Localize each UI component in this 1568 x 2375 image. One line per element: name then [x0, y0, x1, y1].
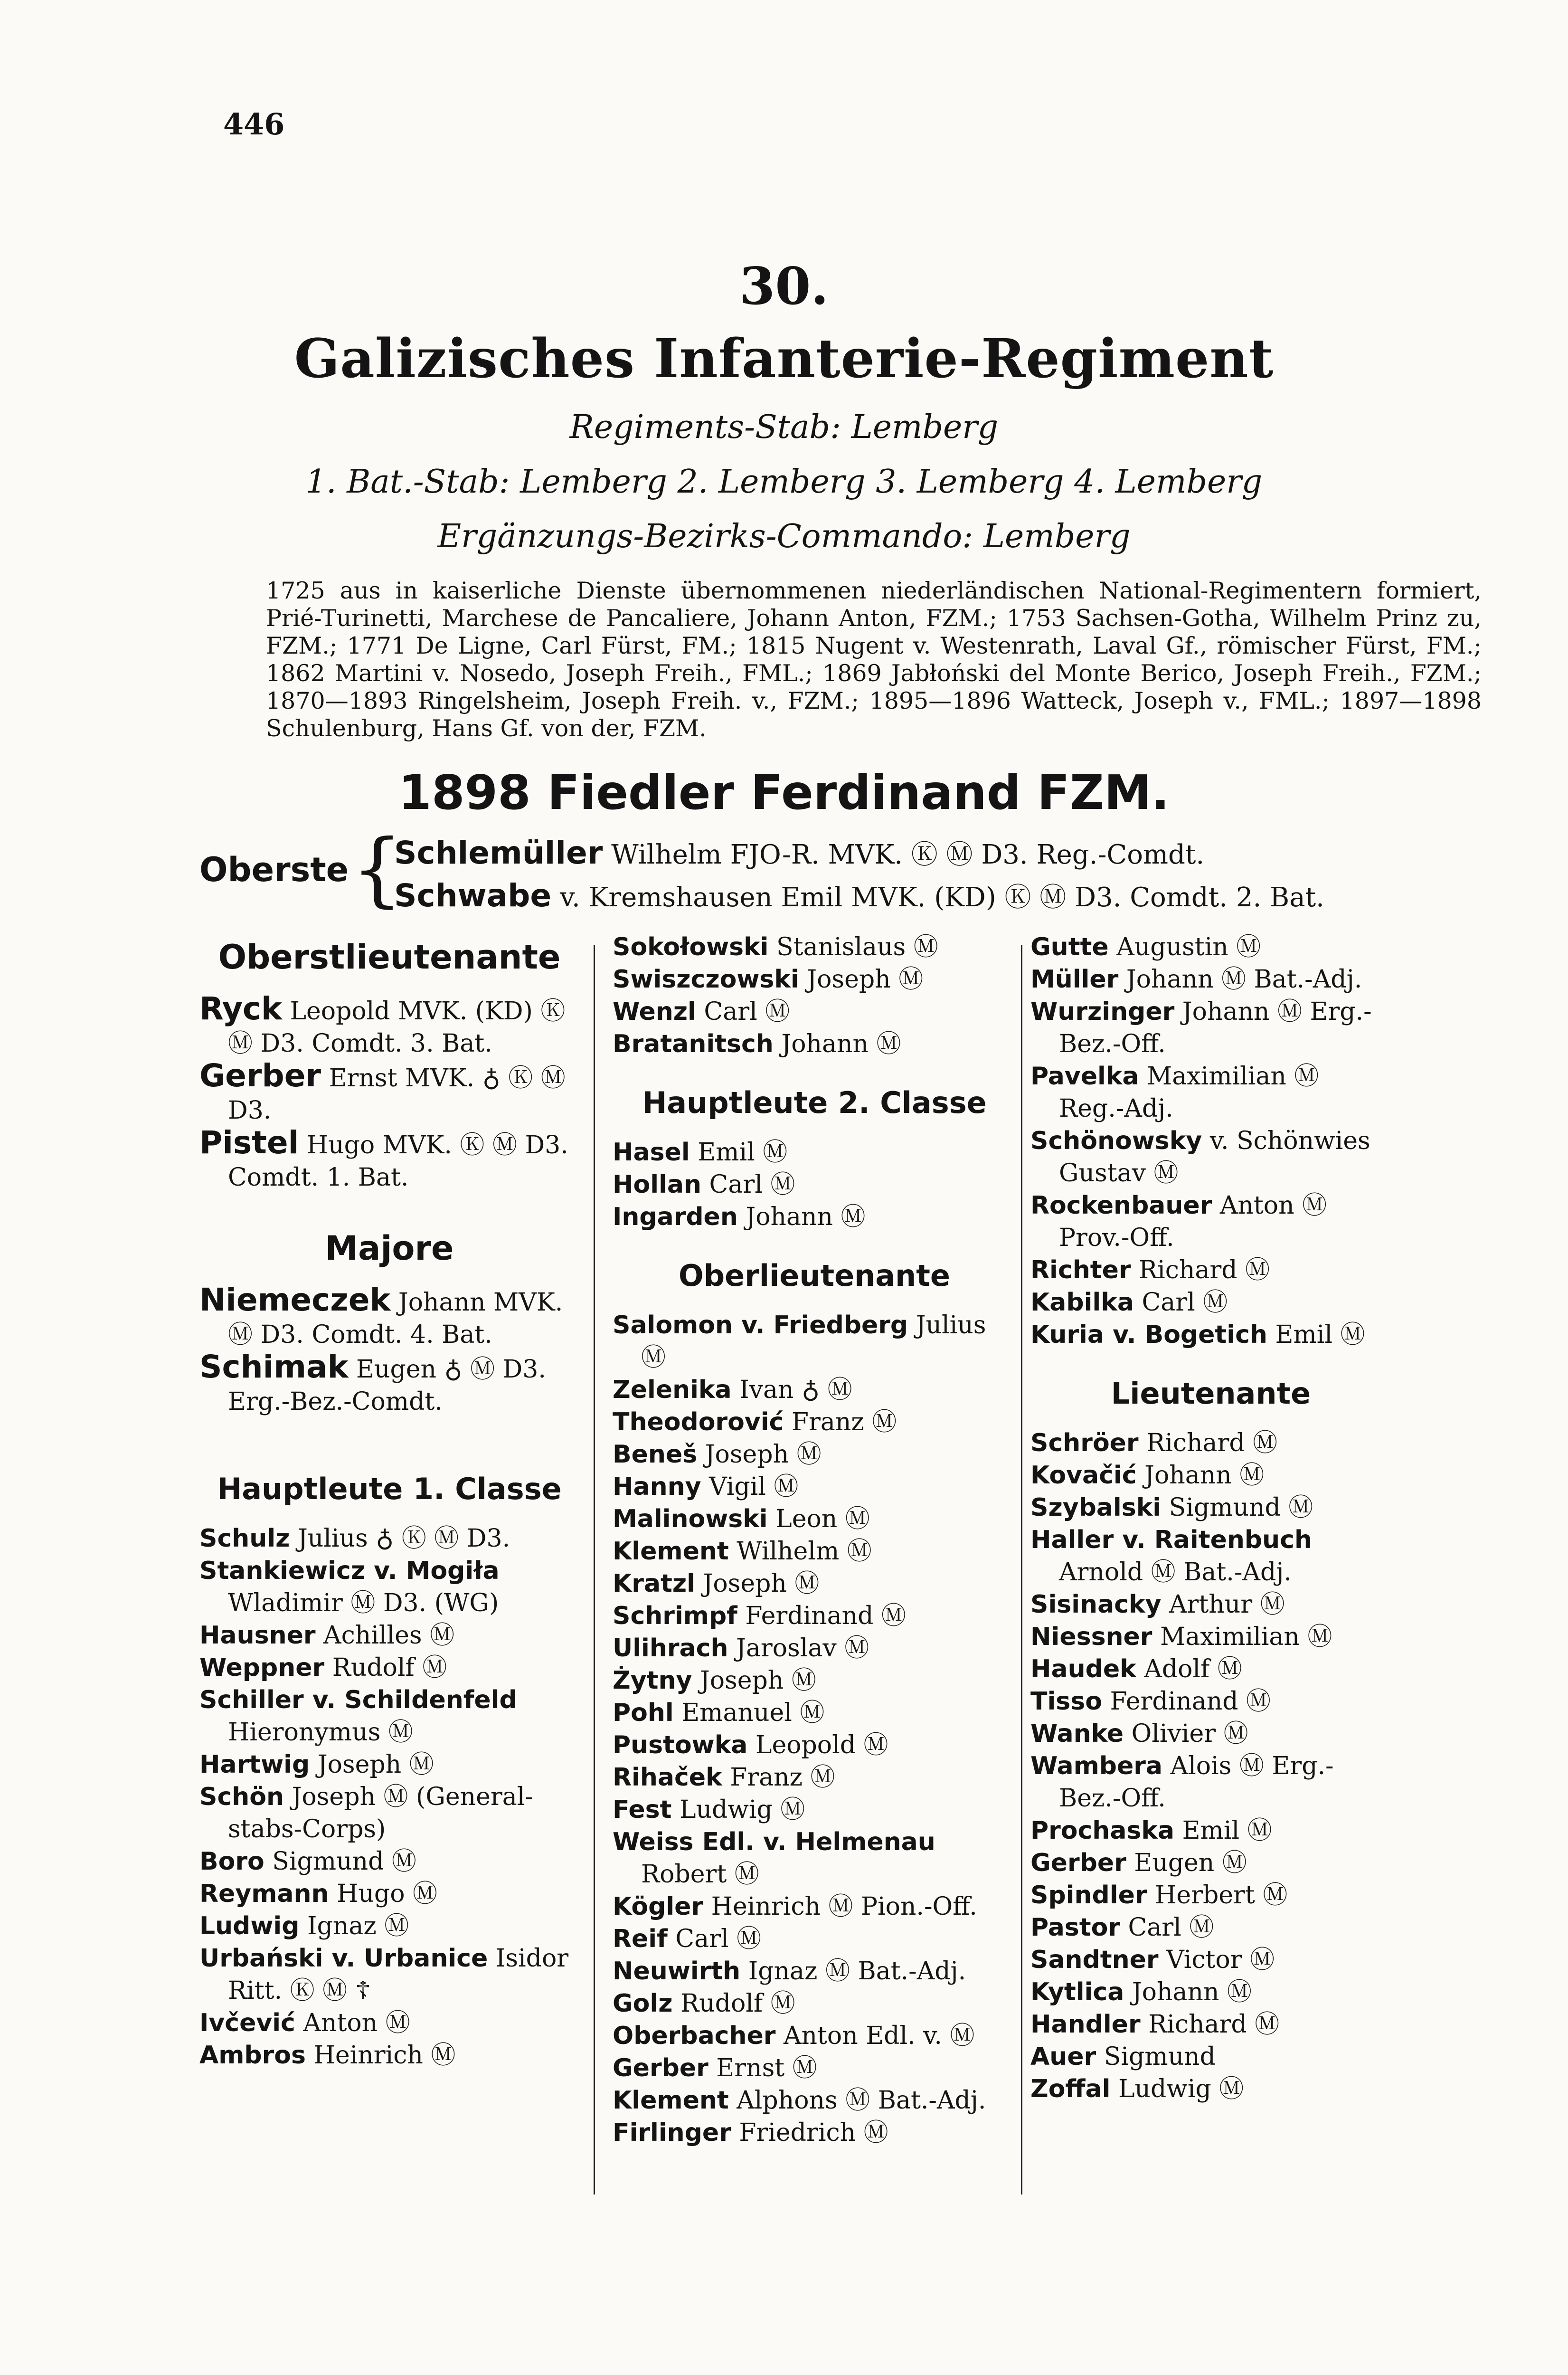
- officer-entry: [1030, 1653, 1391, 1685]
- officer-surname: Niemeczek: [199, 1282, 391, 1318]
- officer-details: Wilhelm Ⓜ: [737, 1537, 872, 1566]
- officer-details: Ignaz Ⓜ: [307, 1912, 409, 1940]
- officer-details: Johann Ⓜ: [746, 1203, 866, 1231]
- oberste-label: Oberste: [199, 850, 349, 889]
- officer-entry: [1030, 1879, 1391, 1911]
- officer-entry: [199, 2007, 579, 2039]
- officer-details: Sigmund Ⓜ: [272, 1847, 416, 1876]
- officer-entry: [613, 1890, 1016, 1923]
- officer-entry: [1030, 1685, 1391, 1718]
- officer-details: Joseph Ⓜ: [807, 965, 924, 994]
- officer-surname: Theodorović: [613, 1408, 784, 1436]
- officer-details: Leopold MVK. (KD) Ⓚ Ⓜ D3. Comdt. 3. Bat.: [228, 997, 566, 1058]
- officer-surname: Richter: [1030, 1256, 1131, 1284]
- officer-entry: [1030, 1524, 1391, 1588]
- officer-details: Heinrich Ⓜ Pion.-Off.: [711, 1892, 977, 1921]
- officer-surname: Wambera: [1030, 1752, 1163, 1780]
- section-heading-oberstlieutenante: Oberstlieutenante: [218, 938, 561, 977]
- officer-details: Victor Ⓜ: [1166, 1946, 1275, 1974]
- officer-surname: Kuria v. Bogetich: [1030, 1320, 1267, 1349]
- officer-surname: Hanny: [613, 1472, 701, 1501]
- officer-details: Anton Ⓜ Prov.-Off.: [1059, 1191, 1327, 1252]
- officer-surname: Klement: [613, 2086, 729, 2115]
- officer-details: Alois Ⓜ Erg.-Bez.-Off.: [1059, 1752, 1334, 1813]
- officer-surname: Pustowka: [613, 1731, 748, 1759]
- officer-surname: Rockenbauer: [1030, 1191, 1212, 1220]
- brace-glyph: {: [351, 822, 403, 916]
- officer-details: Emanuel Ⓜ: [681, 1699, 825, 1727]
- officer-surname: Pistel: [199, 1124, 299, 1161]
- spacer: [199, 1194, 579, 1222]
- officer-entry: [613, 1374, 1016, 1406]
- officer-surname: Schön: [199, 1783, 284, 1811]
- officer-surname: Urbański v. Urbanice: [199, 1944, 488, 1973]
- officer-surname: Firlinger: [613, 2118, 731, 2147]
- officer-details: v. Schönwies Gustav Ⓜ: [1059, 1127, 1370, 1188]
- officer-entry: [613, 1406, 1016, 1438]
- officer-details: Johann Ⓜ: [1132, 1978, 1252, 2006]
- officer-entry: [1030, 1911, 1391, 1944]
- officer-details: Emil Ⓜ: [698, 1138, 788, 1167]
- officer-entry: [613, 1987, 1016, 2020]
- hauptleute-1-continued-list: [613, 931, 1016, 1060]
- regiment-title: Galizisches Infanterie-Regiment: [294, 328, 1274, 390]
- officer-details: Ivan ♁ Ⓜ: [739, 1376, 852, 1404]
- spacer: [199, 1418, 579, 1446]
- column-right: [1030, 931, 1391, 2105]
- officer-surname: Ludwig: [199, 1912, 300, 1940]
- officer-details: Ludwig Ⓜ: [1118, 2075, 1244, 2103]
- officer-entry: [199, 1942, 579, 2007]
- officer-details: Achilles Ⓜ: [323, 1621, 455, 1650]
- officer-details: Hugo MVK. Ⓚ Ⓜ D3. Comdt. 1. Bat.: [228, 1131, 568, 1192]
- officer-entry: [613, 1761, 1016, 1794]
- inhaber-line: 1898 Fiedler Ferdinand FZM.: [398, 765, 1170, 820]
- officer-entry: [613, 1955, 1016, 1987]
- officer-details: Isidor Ritt. Ⓚ Ⓜ ☦: [228, 1944, 569, 2005]
- officer-entry: [199, 1684, 579, 1748]
- officer-surname: Hollan: [613, 1170, 702, 1199]
- officer-details: Herbert Ⓜ: [1155, 1881, 1288, 1910]
- officer-details: Carl Ⓜ: [1142, 1288, 1228, 1317]
- officer-details: Johann Ⓜ Bat.-Adj.: [1126, 965, 1362, 994]
- majore-list: [199, 1284, 579, 1418]
- officer-entry: [613, 1600, 1016, 1632]
- officer-entry: [1030, 2073, 1391, 2105]
- column-divider: [1021, 945, 1022, 2194]
- officer-entry: [1030, 963, 1391, 996]
- officer-details: Richard Ⓜ: [1139, 1256, 1270, 1284]
- oberlieutenante-list: [613, 1309, 1016, 2149]
- officer-details: Richard Ⓜ: [1148, 2010, 1280, 2039]
- officer-entry: [1030, 2008, 1391, 2041]
- officer-details: Ferdinand Ⓜ: [1110, 1687, 1271, 1716]
- officer-entry: [199, 1124, 579, 1194]
- officer-details: Joseph Ⓜ: [699, 1666, 816, 1695]
- officer-entry: [199, 1652, 579, 1684]
- officer-surname: Ambros: [199, 2041, 306, 2070]
- oberst-name: Schlemüller: [394, 835, 603, 871]
- officer-entry: [199, 2039, 579, 2071]
- officer-surname: Boro: [199, 1847, 264, 1876]
- officer-entry: [613, 1923, 1016, 1955]
- officer-surname: Reymann: [199, 1880, 329, 1908]
- officer-details: Carl Ⓜ: [709, 1170, 795, 1199]
- officer-entry: [613, 1632, 1016, 1664]
- officer-details: Maximilian Ⓜ: [1160, 1623, 1332, 1651]
- officer-entry: [1030, 1814, 1391, 1847]
- officer-surname: Schönowsky: [1030, 1127, 1202, 1155]
- page-number: 446: [223, 107, 285, 142]
- officer-details: Emil Ⓜ: [1275, 1320, 1365, 1349]
- officer-entry: [613, 963, 1016, 996]
- officer-details: Eugen Ⓜ: [1134, 1849, 1247, 1877]
- officer-surname: Kögler: [613, 1892, 704, 1921]
- oberst-name: Schwabe: [394, 877, 552, 914]
- officer-surname: Golz: [613, 1989, 673, 2018]
- officer-entry: [613, 1535, 1016, 1568]
- officer-surname: Kratzl: [613, 1569, 695, 1598]
- officer-surname: Szybalski: [1030, 1493, 1162, 1522]
- officer-surname: Schulz: [199, 1524, 290, 1553]
- officer-entry: [199, 1057, 579, 1127]
- officer-surname: Sandtner: [1030, 1946, 1159, 1974]
- officer-surname: Schrimpf: [613, 1602, 737, 1630]
- officer-details: Joseph Ⓜ (General-stabs-Corps): [228, 1783, 533, 1843]
- officer-surname: Oberbacher: [613, 2022, 776, 2050]
- officer-details: Ernst MVK. ♁ Ⓚ Ⓜ D3.: [228, 1064, 566, 1125]
- officer-entry: [613, 1028, 1016, 1060]
- officer-details: Eugen ♁ Ⓜ D3. Erg.-Bez.-Comdt.: [228, 1355, 546, 1416]
- officer-entry: [199, 1522, 579, 1555]
- officer-entry: [1030, 1125, 1391, 1189]
- officer-entry: [1030, 1718, 1391, 1750]
- officer-surname: Gerber: [613, 2054, 708, 2082]
- officer-surname: Sokołowski: [613, 933, 769, 961]
- section-heading-hauptleute-2: Hauptleute 2. Classe: [642, 1085, 987, 1120]
- officer-details: Heinrich Ⓜ: [313, 2041, 456, 2070]
- regiment-history: 1725 aus in kaiserliche Dienste übernommenen niederländischen National-Regimentern formiert, Prié-Turinetti, Marchese de Pancaliere, Johann Anton, FZM.; 1753 Sachsen-Gotha, Wilhelm Prinz zu, FZM.; 1771 De Ligne, Carl Fürst, FM.; 1815 Nugent v. Westenrath, Laval Gf., römischer Fürst, FM.; 1862 Martini v. Nosedo, Joseph Freih., FML.; 1869 Jabłoński del Monte Berico, Joseph Freih., FZM.; 1870—1893 Ringelsheim, Joseph Freih. v., FZM.; 1895—1896 Watteck, Joseph v., FML.; 1897—1898 Schulenburg, Hans Gf. von der, FZM.: [266, 577, 1482, 742]
- column-middle: [613, 931, 1016, 2149]
- officer-details: Leopold Ⓜ: [755, 1731, 888, 1759]
- battalion-staff-line: 1. Bat.-Stab: Lemberg 2. Lemberg 3. Lemberg 4. Lemberg: [305, 463, 1263, 501]
- officer-surname: Ulihrach: [613, 1634, 728, 1662]
- officer-entry: [199, 1555, 579, 1619]
- officer-details: Wladimir Ⓜ D3. (WG): [228, 1589, 499, 1617]
- officer-entry: [1030, 2041, 1391, 2073]
- officer-surname: Reif: [613, 1925, 668, 1953]
- officer-surname: Fest: [613, 1796, 672, 1824]
- officer-surname: Schimak: [199, 1349, 349, 1385]
- officer-surname: Sisinacky: [1030, 1590, 1162, 1619]
- section-heading-lieutenante: Lieutenante: [1111, 1376, 1311, 1411]
- officer-surname: Kytlica: [1030, 1978, 1124, 2006]
- oberlieutenante-continued-list: [1030, 931, 1391, 1351]
- officer-surname: Wenzl: [613, 998, 696, 1026]
- officer-details: Hieronymus Ⓜ: [228, 1718, 413, 1747]
- officer-entry: [199, 1910, 579, 1942]
- officer-details: Anton Ⓜ: [303, 2009, 410, 2037]
- section-heading-majore: Majore: [325, 1229, 454, 1268]
- officer-entry: [1030, 1189, 1391, 1254]
- regiment-number: 30.: [739, 256, 829, 316]
- officer-surname: Wurzinger: [1030, 998, 1175, 1026]
- officer-entry: [1030, 1286, 1391, 1319]
- officer-surname: Weppner: [199, 1653, 325, 1682]
- officer-surname: Müller: [1030, 965, 1119, 994]
- column-left: [199, 931, 579, 2071]
- officer-surname: Gerber: [199, 1057, 321, 1094]
- officer-surname: Rihaček: [613, 1763, 722, 1792]
- officer-details: Franz Ⓜ: [791, 1408, 897, 1436]
- officer-surname: Wanke: [1030, 1720, 1124, 1748]
- officer-details: Stanislaus Ⓜ: [776, 933, 938, 961]
- officer-entry: [1030, 1060, 1391, 1125]
- officer-surname: Ingarden: [613, 1203, 738, 1231]
- officer-surname: Weiss Edl. v. Helmenau: [613, 1828, 935, 1856]
- officer-surname: Pohl: [613, 1699, 674, 1727]
- officer-details: Julius ♁ Ⓚ Ⓜ D3.: [297, 1524, 510, 1553]
- officer-details: Augustin Ⓜ: [1116, 933, 1261, 961]
- officer-details: Jaroslav Ⓜ: [736, 1634, 869, 1662]
- officer-details: Rudolf Ⓜ: [680, 1989, 795, 2018]
- hauptleute-1-list: [199, 1522, 579, 2071]
- officer-entry: [613, 1794, 1016, 1826]
- officer-details: Johann Ⓜ Erg.-Bez.-Off.: [1059, 998, 1372, 1058]
- officer-details: Arthur Ⓜ: [1169, 1590, 1285, 1619]
- officer-details: Arnold Ⓜ Bat.-Adj.: [1059, 1558, 1292, 1586]
- officer-entry: [199, 1619, 579, 1652]
- officer-entry: [613, 2052, 1016, 2084]
- officer-details: Carl Ⓜ: [675, 1925, 762, 1953]
- officer-entry: [1030, 1621, 1391, 1653]
- officer-entry: [613, 1201, 1016, 1233]
- oberstlieutenante-list: [199, 990, 579, 1194]
- officer-details: Sigmund: [1104, 2042, 1216, 2071]
- officer-details: Johann Ⓜ: [781, 1030, 901, 1058]
- officer-surname: Beneš: [613, 1440, 698, 1469]
- officer-entry: [199, 1845, 579, 1878]
- officer-entry: [613, 2020, 1016, 2052]
- officer-entry: [1030, 1750, 1391, 1814]
- officer-details: Richard Ⓜ: [1146, 1429, 1278, 1457]
- officer-entry: [613, 996, 1016, 1028]
- officer-surname: Pastor: [1030, 1913, 1120, 1942]
- hauptleute-2-list: [613, 1136, 1016, 1233]
- recruiting-district-line: Ergänzungs-Bezirks-Commando: Lemberg: [437, 518, 1131, 555]
- officer-surname: Swiszczowski: [613, 965, 799, 994]
- officer-surname: Bratanitsch: [613, 1030, 774, 1058]
- officer-entry: [613, 1503, 1016, 1535]
- officer-details: Ferdinand Ⓜ: [745, 1602, 906, 1630]
- officer-details: Franz Ⓜ: [730, 1763, 835, 1792]
- oberst-details: Wilhelm FJO-R. MVK. Ⓚ Ⓜ D3. Reg.-Comdt.: [611, 839, 1205, 870]
- officer-details: Rudolf Ⓜ: [332, 1653, 447, 1682]
- officer-entry: [1030, 1459, 1391, 1492]
- officer-surname: Kabilka: [1030, 1288, 1134, 1317]
- officer-surname: Haller v. Raitenbuch: [1030, 1526, 1312, 1554]
- column-divider: [594, 945, 595, 2194]
- officer-surname: Salomon v. Friedberg: [613, 1311, 908, 1340]
- officer-surname: Pavelka: [1030, 1062, 1139, 1091]
- officer-surname: Stankiewicz v. Mogiła: [199, 1557, 500, 1585]
- officer-entry: [1030, 1944, 1391, 1976]
- officer-details: Hugo Ⓜ: [337, 1880, 438, 1908]
- officer-details: Robert Ⓜ: [641, 1860, 759, 1889]
- officer-surname: Hartwig: [199, 1750, 310, 1779]
- officer-entry: [1030, 1254, 1391, 1286]
- officer-entry: [199, 1878, 579, 1910]
- officer-entry: [613, 1309, 1016, 1374]
- officer-entry: [1030, 1492, 1391, 1524]
- officer-surname: Malinowski: [613, 1505, 768, 1533]
- officer-surname: Handler: [1030, 2010, 1141, 2039]
- officer-entry: [613, 1168, 1016, 1201]
- officer-surname: Tisso: [1030, 1687, 1102, 1716]
- officer-surname: Spindler: [1030, 1881, 1147, 1910]
- oberst-entry: [394, 876, 1324, 914]
- officer-entry: [199, 1748, 579, 1781]
- officer-details: Emil Ⓜ: [1182, 1816, 1272, 1845]
- officer-surname: Hausner: [199, 1621, 316, 1650]
- regiment-staff-line: Regiments-Stab: Lemberg: [569, 408, 999, 446]
- officer-surname: Kovačić: [1030, 1461, 1137, 1490]
- officer-details: Ernst Ⓜ: [716, 2054, 817, 2082]
- officer-surname: Gutte: [1030, 933, 1109, 961]
- officer-details: Julius Ⓜ: [641, 1311, 986, 1372]
- officer-details: Ludwig Ⓜ: [680, 1796, 805, 1824]
- officer-surname: Klement: [613, 1537, 729, 1566]
- officer-entry: [613, 1664, 1016, 1697]
- officer-details: Olivier Ⓜ: [1131, 1720, 1248, 1748]
- officer-entry: [1030, 1319, 1391, 1351]
- officer-surname: Haudek: [1030, 1655, 1136, 1683]
- officer-details: Carl Ⓜ: [1128, 1913, 1214, 1942]
- officer-entry: [613, 1697, 1016, 1729]
- officer-entry: [199, 990, 579, 1060]
- officer-surname: Ivčević: [199, 2009, 295, 2037]
- officer-details: Johann Ⓜ: [1144, 1461, 1265, 1490]
- officer-entry: [199, 1351, 579, 1418]
- officer-entry: [1030, 996, 1391, 1060]
- officer-details: Joseph Ⓜ: [703, 1569, 820, 1598]
- oberst-entry: [394, 834, 1204, 872]
- officer-surname: Gerber: [1030, 1849, 1126, 1877]
- officer-entry: [1030, 1976, 1391, 2008]
- officer-entry: [1030, 1588, 1391, 1621]
- officer-details: Maximilian Ⓜ Reg.-Adj.: [1059, 1062, 1319, 1123]
- officer-details: Ignaz Ⓜ Bat.-Adj.: [748, 1957, 966, 1986]
- officer-surname: Neuwirth: [613, 1957, 741, 1986]
- officer-surname: Niessner: [1030, 1623, 1152, 1651]
- officer-entry: [1030, 931, 1391, 963]
- officer-details: Leon Ⓜ: [775, 1505, 870, 1533]
- officer-details: Johann MVK. Ⓜ D3. Comdt. 4. Bat.: [228, 1288, 563, 1349]
- officer-surname: Ryck: [199, 990, 282, 1027]
- officer-surname: Schröer: [1030, 1429, 1139, 1457]
- officer-entry: [613, 931, 1016, 963]
- officer-surname: Hasel: [613, 1138, 690, 1167]
- section-heading-oberlieutenante: Oberlieutenante: [679, 1258, 950, 1293]
- officer-entry: [613, 1471, 1016, 1503]
- officer-surname: Schiller v. Schildenfeld: [199, 1686, 517, 1714]
- officer-details: Adolf Ⓜ: [1144, 1655, 1242, 1683]
- section-heading-hauptleute-1: Hauptleute 1. Classe: [217, 1472, 562, 1506]
- officer-surname: Prochaska: [1030, 1816, 1175, 1845]
- officer-details: Carl Ⓜ: [704, 998, 790, 1026]
- officer-details: Alphons Ⓜ Bat.-Adj.: [737, 2086, 986, 2115]
- officer-entry: [1030, 1427, 1391, 1459]
- officer-details: Sigmund Ⓜ: [1169, 1493, 1313, 1522]
- officer-entry: [613, 1438, 1016, 1471]
- officer-entry: [199, 1781, 579, 1845]
- officer-details: Anton Edl. v. Ⓜ: [783, 2022, 975, 2050]
- officer-surname: Zoffal: [1030, 2075, 1111, 2103]
- officer-entry: [613, 1826, 1016, 1890]
- officer-entry: [199, 1284, 579, 1351]
- officer-entry: [613, 2117, 1016, 2149]
- officer-entry: [613, 1136, 1016, 1168]
- officer-details: Joseph Ⓜ: [705, 1440, 822, 1469]
- officer-entry: [613, 1568, 1016, 1600]
- officer-entry: [613, 1729, 1016, 1761]
- lieutenante-list: [1030, 1427, 1391, 2105]
- officer-surname: Zelenika: [613, 1376, 732, 1404]
- officer-details: Friedrich Ⓜ: [739, 2118, 888, 2147]
- officer-surname: Auer: [1030, 2042, 1096, 2071]
- officer-entry: [1030, 1847, 1391, 1879]
- officer-surname: Żytny: [613, 1666, 692, 1695]
- officer-details: Joseph Ⓜ: [317, 1750, 434, 1779]
- officer-entry: [613, 2084, 1016, 2117]
- officer-details: Vigil Ⓜ: [709, 1472, 799, 1501]
- oberst-details: v. Kremshausen Emil MVK. (KD) Ⓚ Ⓜ D3. Comdt. 2. Bat.: [559, 882, 1324, 913]
